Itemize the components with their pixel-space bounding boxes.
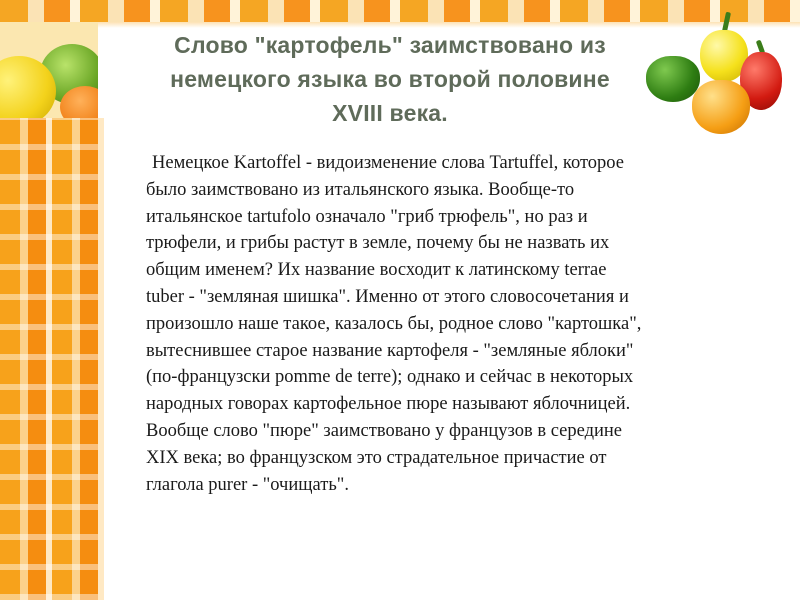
title-line: XVIII века. [332, 100, 448, 126]
slide-body-text [146, 150, 766, 498]
body-line: Вообще слово "пюре" заимствовано у французов в середине [146, 420, 623, 441]
orange-pepper [692, 80, 750, 134]
citrus-fruits-image [0, 22, 98, 118]
title-line: Слово "картофель" заимствовано из [174, 32, 606, 58]
body-line: XIX века; во французском это страдательное причастие от [146, 447, 607, 468]
body-line: (по-французски pomme de terre); однако и сейчас в некоторых [146, 367, 634, 388]
body-line: произошло наше такое, казалось бы, родное слово "картошка", [146, 313, 642, 334]
body-line: глагола purer - "очищать". [146, 474, 349, 495]
slide-title [110, 28, 670, 130]
body-line: Немецкое Kartoffel - видоизменение слова Tartuffel, которое [152, 153, 624, 173]
body-line: народных говорах картофельное пюре называют яблочницей. [146, 394, 631, 415]
body-line: tuber - "земляная шишка". Именно от этого словосочетания и [146, 286, 629, 307]
body-line: общим именем? Их название восходит к латинскому terrae [146, 260, 607, 281]
body-line: трюфели, и грибы растут в земле, почему бы не назвать их [146, 233, 610, 254]
body-line: вытеснившее старое название картофеля - "земляные яблоки" [146, 340, 634, 361]
left-divider-strip [98, 118, 104, 600]
title-line: немецкого языка во второй половине [170, 66, 610, 92]
body-line: было заимствовано из итальянского языка. Вообще-то [146, 179, 575, 200]
left-plaid-column [0, 118, 98, 600]
body-line: итальянское tartufolo означало "гриб трюфель", но раз и [146, 206, 588, 227]
